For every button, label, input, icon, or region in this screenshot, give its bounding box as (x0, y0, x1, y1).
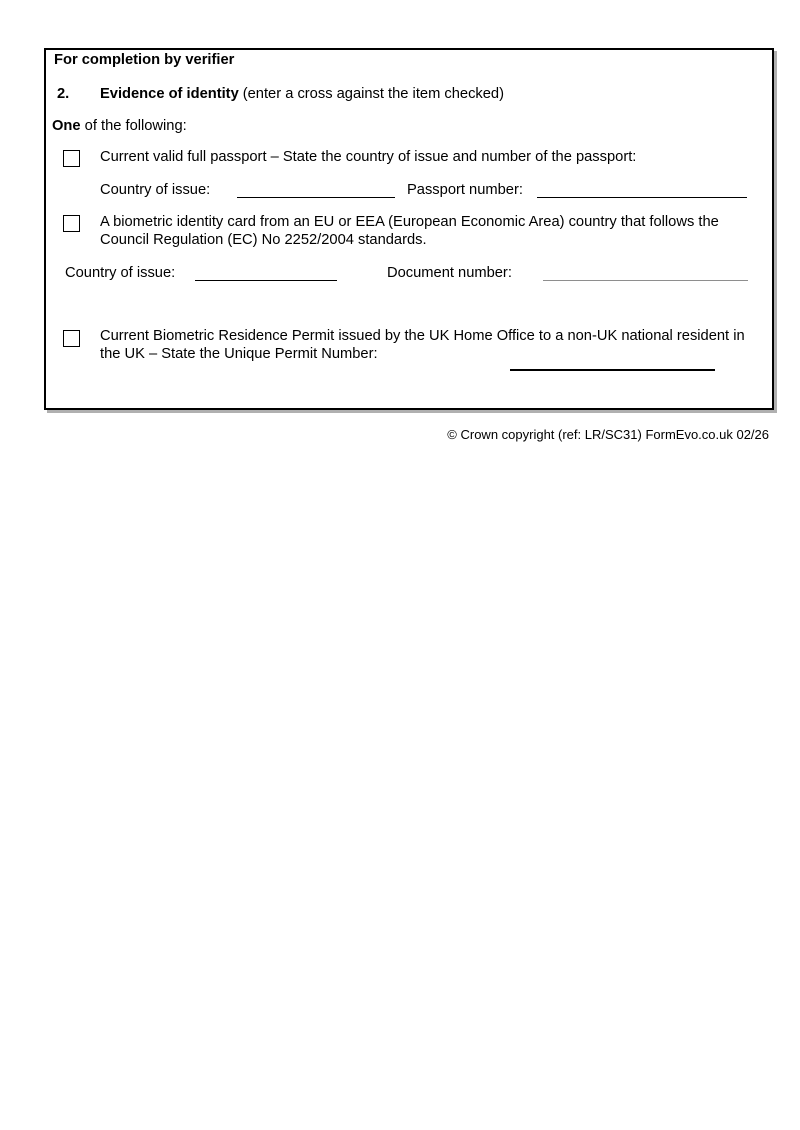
intro-lead: One (52, 118, 81, 134)
box-title: For completion by verifier (54, 52, 235, 68)
copyright-note: © Crown copyright (ref: LR/SC31) FormEvo.co.uk 02/26 (447, 427, 769, 442)
card-country-of-issue-input[interactable] (195, 280, 337, 281)
document-number-label: Document number: (387, 265, 512, 281)
passport-number-input[interactable] (537, 197, 747, 198)
section-note: (enter a cross against the item checked) (242, 86, 504, 102)
passport-country-of-issue-label: Country of issue: (100, 182, 211, 198)
document-number-input[interactable] (543, 280, 748, 281)
biometric-id-card-checkbox[interactable] (63, 215, 80, 232)
verifier-section-box (44, 48, 774, 410)
intro-rest: of the following: (80, 118, 187, 134)
residence-permit-checkbox[interactable] (63, 330, 80, 347)
intro-line (52, 117, 187, 135)
section-title: Evidence of identity (100, 86, 239, 102)
passport-country-of-issue-input[interactable] (237, 197, 395, 198)
biometric-id-card-option-label: A biometric identity card from an EU or EEA (European Economic Area) country that follows the Council Regulation (EC) No 2252/2004 standards. (100, 214, 719, 248)
passport-number-label: Passport number: (407, 182, 523, 198)
residence-permit-option-label: Current Biometric Residence Permit issued by the UK Home Office to a non-UK national resident in the UK – State the Unique Permit Number: (100, 328, 745, 362)
section-number: 2. (57, 86, 70, 102)
section-heading (57, 85, 504, 103)
passport-option-label: Current valid full passport – State the country of issue and number of the passport: (100, 149, 637, 165)
passport-checkbox[interactable] (63, 150, 80, 167)
unique-permit-number-input[interactable] (510, 369, 715, 371)
card-country-of-issue-label: Country of issue: (65, 265, 176, 281)
